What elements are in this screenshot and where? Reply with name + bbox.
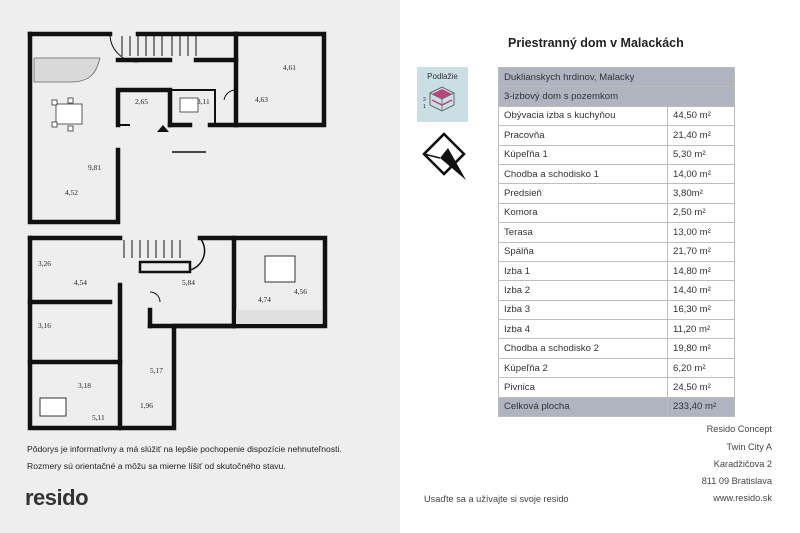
table-row bbox=[499, 126, 735, 145]
company-city: 811 09 Bratislava bbox=[701, 476, 772, 486]
company-website-link[interactable]: www.resido.sk bbox=[713, 493, 772, 503]
plan-label: 5,17 bbox=[150, 366, 163, 375]
row-label: Spálňa bbox=[499, 242, 668, 261]
table-row bbox=[499, 203, 735, 222]
floor-indicator bbox=[417, 67, 468, 122]
row-label: Kúpeľňa 2 bbox=[499, 358, 668, 377]
info-row bbox=[499, 87, 735, 106]
total-row bbox=[499, 397, 735, 416]
row-label: Izba 2 bbox=[499, 281, 668, 300]
row-area: 14,80 m² bbox=[668, 261, 735, 280]
row-label: Obývacia izba s kuchyňou bbox=[499, 106, 668, 125]
row-label: Chodba a schodisko 2 bbox=[499, 339, 668, 358]
row-area: 6,20 m² bbox=[668, 358, 735, 377]
row-label: Komora bbox=[499, 203, 668, 222]
company-street: Karadžičova 2 bbox=[713, 459, 772, 469]
row-label: Izba 1 bbox=[499, 261, 668, 280]
row-area: 21,40 m² bbox=[668, 126, 735, 145]
plan-label: 9,81 bbox=[88, 163, 101, 172]
slogan: Usaďte sa a užívajte si svoje resido bbox=[424, 494, 569, 504]
table-row bbox=[499, 106, 735, 125]
page-title: Priestranný dom v Malackách bbox=[508, 36, 684, 50]
plan-label: 3,26 bbox=[38, 259, 51, 268]
row-label: Chodba a schodisko 1 bbox=[499, 164, 668, 183]
table-row bbox=[499, 164, 735, 183]
table-row bbox=[499, 242, 735, 261]
plan-label: 2,65 bbox=[135, 97, 148, 106]
row-area: 21,70 m² bbox=[668, 242, 735, 261]
table-row bbox=[499, 378, 735, 397]
info-row bbox=[499, 68, 735, 87]
row-label: Terasa bbox=[499, 223, 668, 242]
row-label: Duklianskych hrdinov, Malacky bbox=[499, 68, 735, 87]
table-row bbox=[499, 145, 735, 164]
plan-label: 4,52 bbox=[65, 188, 78, 197]
row-area: 11,20 m² bbox=[668, 320, 735, 339]
floor-indicator-label: Podlažie bbox=[427, 72, 458, 81]
disclaimer-line: Rozmery sú orientačné a môžu sa mierne líšiť od skutočného stavu. bbox=[27, 461, 286, 471]
row-area: 233,40 m² bbox=[668, 397, 735, 416]
row-label: Izba 3 bbox=[499, 300, 668, 319]
table-row bbox=[499, 184, 735, 203]
row-label: Celková plocha bbox=[499, 397, 668, 416]
floor-level: 1 bbox=[423, 104, 427, 110]
row-label: Predsieň bbox=[499, 184, 668, 203]
row-label: 3-izbový dom s pozemkom bbox=[499, 87, 735, 106]
row-area: 14,40 m² bbox=[668, 281, 735, 300]
row-area: 2,50 m² bbox=[668, 203, 735, 222]
plan-label: 3,11 bbox=[197, 97, 210, 106]
plan-label: 4,63 bbox=[255, 95, 268, 104]
row-label: Izba 4 bbox=[499, 320, 668, 339]
row-label: Kúpeľňa 1 bbox=[499, 145, 668, 164]
plan-label: 1,96 bbox=[140, 401, 153, 410]
row-area: 19,80 m² bbox=[668, 339, 735, 358]
table-row bbox=[499, 320, 735, 339]
row-area: 3,80m² bbox=[668, 184, 735, 203]
table-row bbox=[499, 339, 735, 358]
row-label: Pivnica bbox=[499, 378, 668, 397]
resido-logo: resido bbox=[25, 485, 89, 510]
plan-label: 3,18 bbox=[78, 381, 91, 390]
room-areas-table bbox=[498, 67, 735, 417]
table-row bbox=[499, 358, 735, 377]
plan-label: 4,61 bbox=[283, 63, 296, 72]
row-area: 14,00 m² bbox=[668, 164, 735, 183]
house-floors-icon bbox=[417, 67, 468, 122]
plan-label: 3,16 bbox=[38, 321, 51, 330]
row-area: 44,50 m² bbox=[668, 106, 735, 125]
row-area: 13,00 m² bbox=[668, 223, 735, 242]
row-area: 24,50 m² bbox=[668, 378, 735, 397]
plan-label: 5,84 bbox=[182, 278, 195, 287]
table-row bbox=[499, 281, 735, 300]
plan-label: 4,56 bbox=[294, 287, 307, 296]
row-area: 5,30 m² bbox=[668, 145, 735, 164]
plan-label: 5,11 bbox=[92, 413, 105, 422]
plan-label: 4,74 bbox=[258, 295, 271, 304]
table-row bbox=[499, 223, 735, 242]
compass-icon bbox=[420, 130, 468, 186]
row-area: 16,30 m² bbox=[668, 300, 735, 319]
company-name: Resido Concept bbox=[706, 424, 772, 434]
floor-level: 2 bbox=[423, 97, 427, 103]
plan-label: 4,54 bbox=[74, 278, 87, 287]
company-building: Twin City A bbox=[726, 442, 772, 452]
row-label: Pracovňa bbox=[499, 126, 668, 145]
disclaimer-line: Pôdorys je informatívny a má slúžiť na lepšie pochopenie dispozície nehnuteľnosti. bbox=[27, 444, 342, 454]
table-row bbox=[499, 261, 735, 280]
table-row bbox=[499, 300, 735, 319]
